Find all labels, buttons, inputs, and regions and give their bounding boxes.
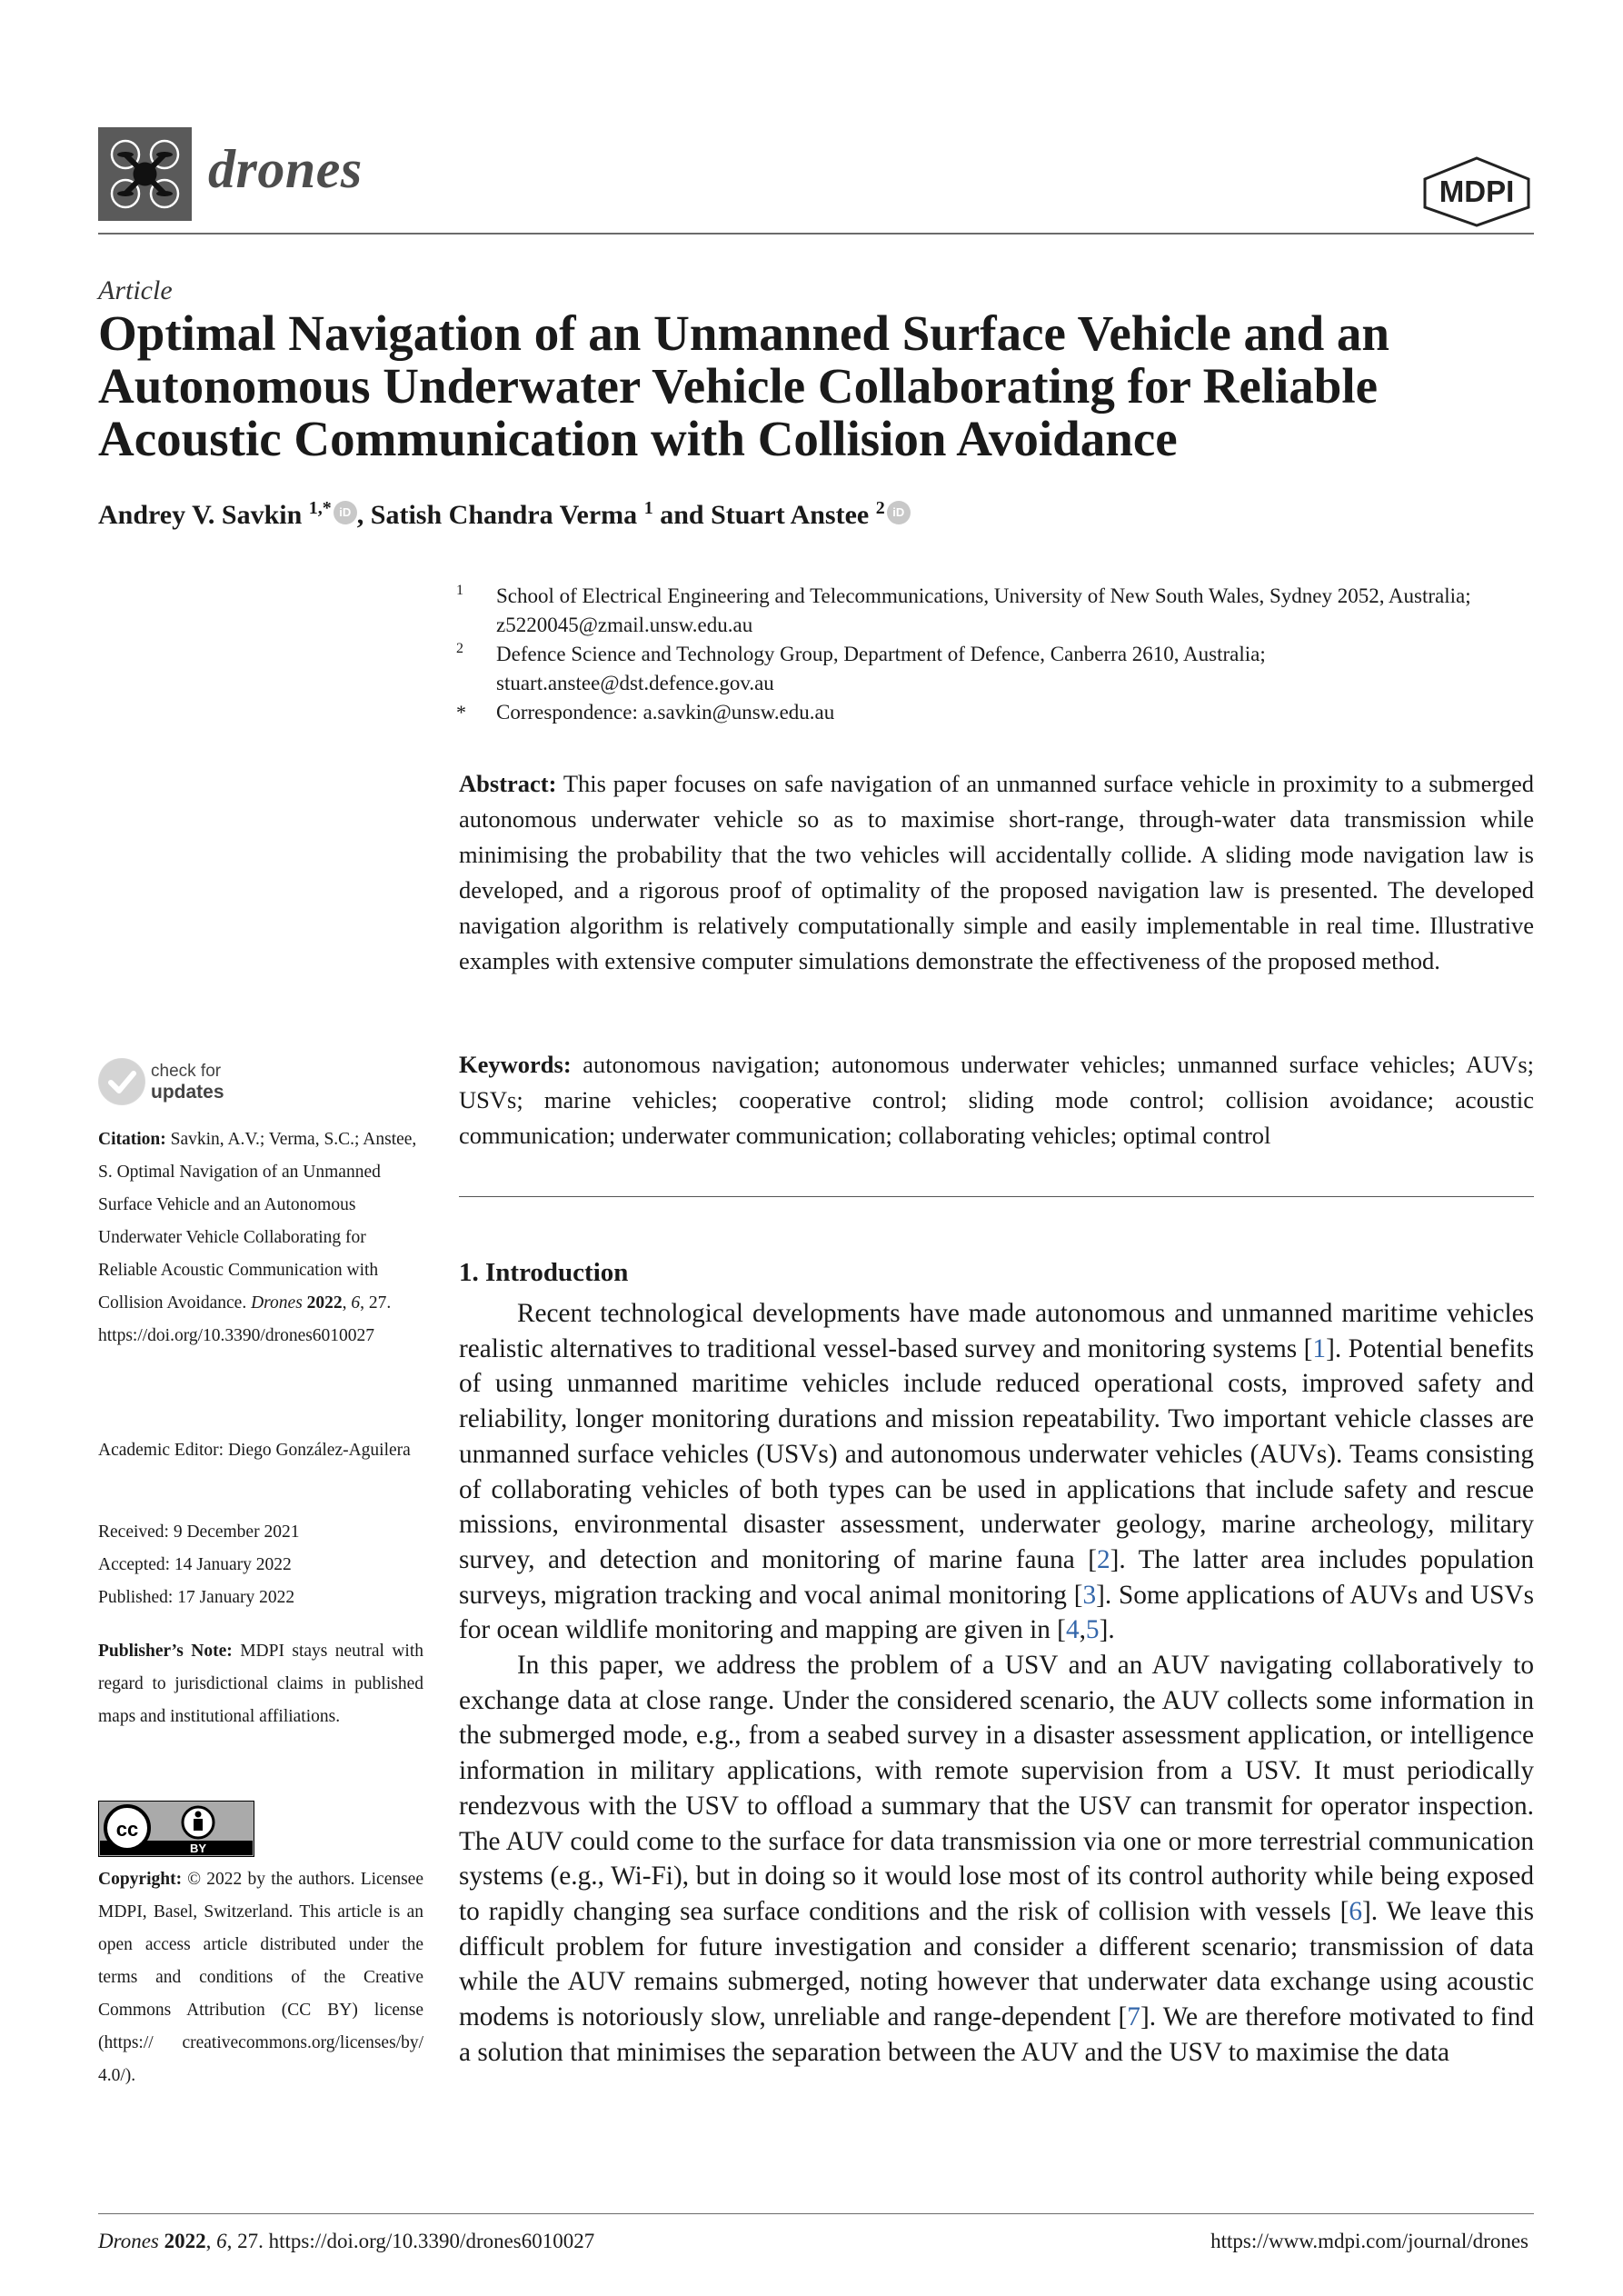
check-icon	[98, 1058, 145, 1105]
intro-paragraph-1: Recent technological developments have made autonomous and unmanned maritime vehicles realistic alternatives to traditional vessel-based survey and monitoring systems [1]. Potential benefits of using unmanned maritime vehicles include reduced operational costs, improved safety and reliability, longer monitoring durations and mission repeatability. Two important vehicle classes are unmanned surface vehicles (USVs) and autonomous underwater vehicles (AUVs). Teams consisting of collaborating vehicles of both types can be used in applications that include safety and rescue missions, environmental disaster assessment, underwater geology, marine archeology, military survey, and detection and monitoring of marine fauna [2]. The latter area includes population surveys, migration tracking and vocal animal monitoring [3]. Some applications of AUVs and USVs for ocean wildlife monitoring and mapping are given in [4,5].	[459, 1299, 1535, 1645]
citation-link[interactable]: 4	[1065, 1615, 1080, 1645]
affiliation-text: School of Electrical Engineering and Telecommunications, University of New South Wales, Sydney 2052, Australia; z5220045@zmail.unsw.edu.au	[496, 584, 1471, 636]
citation-link[interactable]: 6	[1349, 1896, 1363, 1926]
affiliation-text: Defence Science and Technology Group, Department of Defence, Canberra 2610, Australia; stuart.anstee@dst.defence.gov.au	[496, 643, 1266, 694]
svg-text:cc: cc	[115, 1818, 139, 1841]
publisher-note-text: MDPI stays neutral with regard to jurisdictional claims in published maps and institutional affiliations.	[98, 1642, 423, 1726]
orcid-icon[interactable]: iD	[334, 501, 357, 524]
accepted-date: Accepted: 14 January 2022	[98, 1555, 292, 1574]
citation-journal: Drones	[251, 1293, 303, 1313]
orcid-icon[interactable]: iD	[887, 501, 911, 524]
citation-link[interactable]: 5	[1085, 1615, 1100, 1645]
keywords-text: autonomous navigation; autonomous underwater vehicles; unmanned surface vehicles; AUVs; USVs; marine vehicles; cooperative control; sliding mode control; collision avoidance; acoustic communication; underwater communication; collaborating vehicles; optimal control	[459, 1051, 1534, 1149]
cc-by-label: BY	[189, 1842, 207, 1855]
copyright-text: © 2022 by the authors. Licensee MDPI, Basel, Switzerland. This article is an open access article distributed under the terms and conditions of the Creative Commons Attribution (CC BY) license (https:// creativecommons.org/licenses/by/ 4.0/).	[98, 1870, 423, 2085]
author-affiliation-mark: 1,*	[308, 498, 332, 518]
mdpi-logo[interactable]	[1414, 155, 1539, 227]
check-updates-line2: updates	[151, 1082, 224, 1103]
footer-year: 2022	[164, 2230, 206, 2252]
author-list: Andrey V. Savkin $^{1,*}$ iD , Satish Chandra Verma $^1$ and Stuart Anstee $^2$ iD	[98, 498, 911, 531]
footer-rule	[98, 2213, 1534, 2214]
citation-label: Citation:	[98, 1130, 166, 1149]
published-date: Published: 17 January 2022	[98, 1588, 295, 1607]
affiliation-item	[456, 582, 1538, 640]
footer-volume: 6	[216, 2230, 227, 2252]
copyright	[98, 1863, 423, 2092]
drone-icon	[98, 127, 192, 221]
affiliation-mark: 2	[456, 641, 463, 656]
check-for-updates-badge[interactable]	[98, 1058, 298, 1109]
affiliation-item	[456, 698, 1538, 727]
footer-journal: Drones	[98, 2230, 159, 2252]
author-affiliation-mark: 1	[643, 498, 653, 518]
affiliation-mark: *	[456, 701, 466, 724]
affiliation-item	[456, 640, 1538, 698]
article-type: Article	[98, 275, 173, 305]
copyright-label: Copyright:	[98, 1870, 183, 1889]
author-name: Stuart Anstee	[711, 500, 876, 530]
affiliation-mark: 1	[456, 583, 463, 598]
cc-by-license-badge[interactable]	[98, 1801, 254, 1857]
citation-text: Savkin, A.V.; Verma, S.C.; Anstee, S. Optimal Navigation of an Unmanned Surface Vehicle and an Autonomous Underwater Vehicle Collaborating for Reliable Acoustic Communication with Collision Avoidance.	[98, 1130, 417, 1313]
publication-dates	[98, 1516, 423, 1614]
affiliation-text: Correspondence: a.savkin@unsw.edu.au	[496, 701, 835, 724]
abstract-text: This paper focuses on safe navigation of an unmanned surface vehicle in proximity to a submerged autonomous underwater vehicle so as to maximise short-range, through-water data transmission while minimising the probability that the two vehicles will accidentally collide. A sliding mode navigation law is developed, and a rigorous proof of optimality of the proposed navigation law is presented. The developed navigation algorithm is relatively computationally simple and easily implementable in real time. Illustrative examples with extensive computer simulations demonstrate the effectiveness of the proposed method.	[459, 770, 1534, 974]
section-heading-introduction: 1. Introduction	[459, 1258, 629, 1287]
received-date: Received: 9 December 2021	[98, 1522, 300, 1542]
citation-year: 2022	[306, 1293, 343, 1313]
check-updates-line1: check for	[151, 1062, 222, 1081]
affiliations	[456, 582, 1538, 727]
keywords-label: Keywords:	[459, 1051, 572, 1078]
citation-link[interactable]: 3	[1082, 1580, 1097, 1610]
citation-link[interactable]: 2	[1097, 1544, 1110, 1574]
citation: Citation: Savkin, A.V.; Verma, S.C.; Anstee, S. Optimal Navigation of an Unmanned Surface Vehicle and an Autonomous Underwater Vehicle Collaborating for Reliable Acoustic Communication with Collision Avoidance. Drones 2022, 6, 27. https://doi.org/10.3390/drones6010027	[98, 1130, 417, 1345]
footer-doi[interactable]: , 27. https://doi.org/10.3390/drones6010027	[226, 2230, 595, 2252]
section-divider	[459, 1196, 1534, 1197]
journal-name: drones	[208, 139, 363, 199]
citation-volume: 6	[351, 1293, 361, 1313]
keywords	[459, 1047, 1534, 1153]
citation-link[interactable]: 1	[1312, 1333, 1327, 1363]
footer-journal-url[interactable]: https://www.mdpi.com/journal/drones	[1210, 2230, 1528, 2252]
author-name: Andrey V. Savkin	[98, 500, 309, 530]
article-title: Optimal Navigation of an Unmanned Surface Vehicle and an Autonomous Underwater Vehicle Collaborating for Reliable Acoustic Communication with Collision Avoidance	[98, 305, 1390, 466]
author-affiliation-mark: 2	[875, 498, 885, 518]
abstract	[459, 766, 1534, 979]
intro-paragraph-2: In this paper, we address the problem of a USV and an AUV navigating collaboratively to exchange data at close range. Under the considered scenario, the AUV collects some information in the submerged mode, e.g., from a seabed survey in a disaster assessment application, or intelligence information in military applications, with remote supervision from a USV. It must periodically rendezvous with the USV to offload a summary that the USV can transmit for operator inspection. The AUV could come to the surface for data transmission via one or more terrestrial communication systems (e.g., Wi-Fi), but in doing so it would lose most of its control authority while being exposed to rapidly changing sea surface conditions and the risk of collision with vessels [6]. We leave this difficult problem for future investigation and consider a different scenario; transmission of data while the AUV remains submerged, noting however that underwater data exchange using acoustic modems is notoriously slow, unreliable and range-dependent [7]. We are therefore motivated to find a solution that minimises the separation between the AUV and the USV to maximise the data	[459, 1651, 1534, 2067]
journal-logo	[98, 127, 192, 221]
publisher-note-label: Publisher’s Note:	[98, 1642, 233, 1661]
header-rule	[98, 233, 1534, 235]
abstract-label: Abstract:	[459, 770, 557, 797]
academic-editor	[98, 1434, 423, 1467]
citation-doi[interactable]: , 27. https://doi.org/10.3390/drones6010027	[98, 1293, 392, 1345]
author-name: Satish Chandra Verma	[370, 500, 644, 530]
academic-editor-text: Academic Editor: Diego González-Aguilera	[98, 1441, 411, 1460]
publisher-name: MDPI	[1439, 175, 1515, 208]
introduction-body	[459, 1296, 1534, 2070]
footer-citation: Drones 2022, 6, 27. https://doi.org/10.3390/drones6010027	[98, 2230, 595, 2252]
publisher-note	[98, 1635, 423, 1733]
citation-link[interactable]: 7	[1127, 2002, 1140, 2032]
